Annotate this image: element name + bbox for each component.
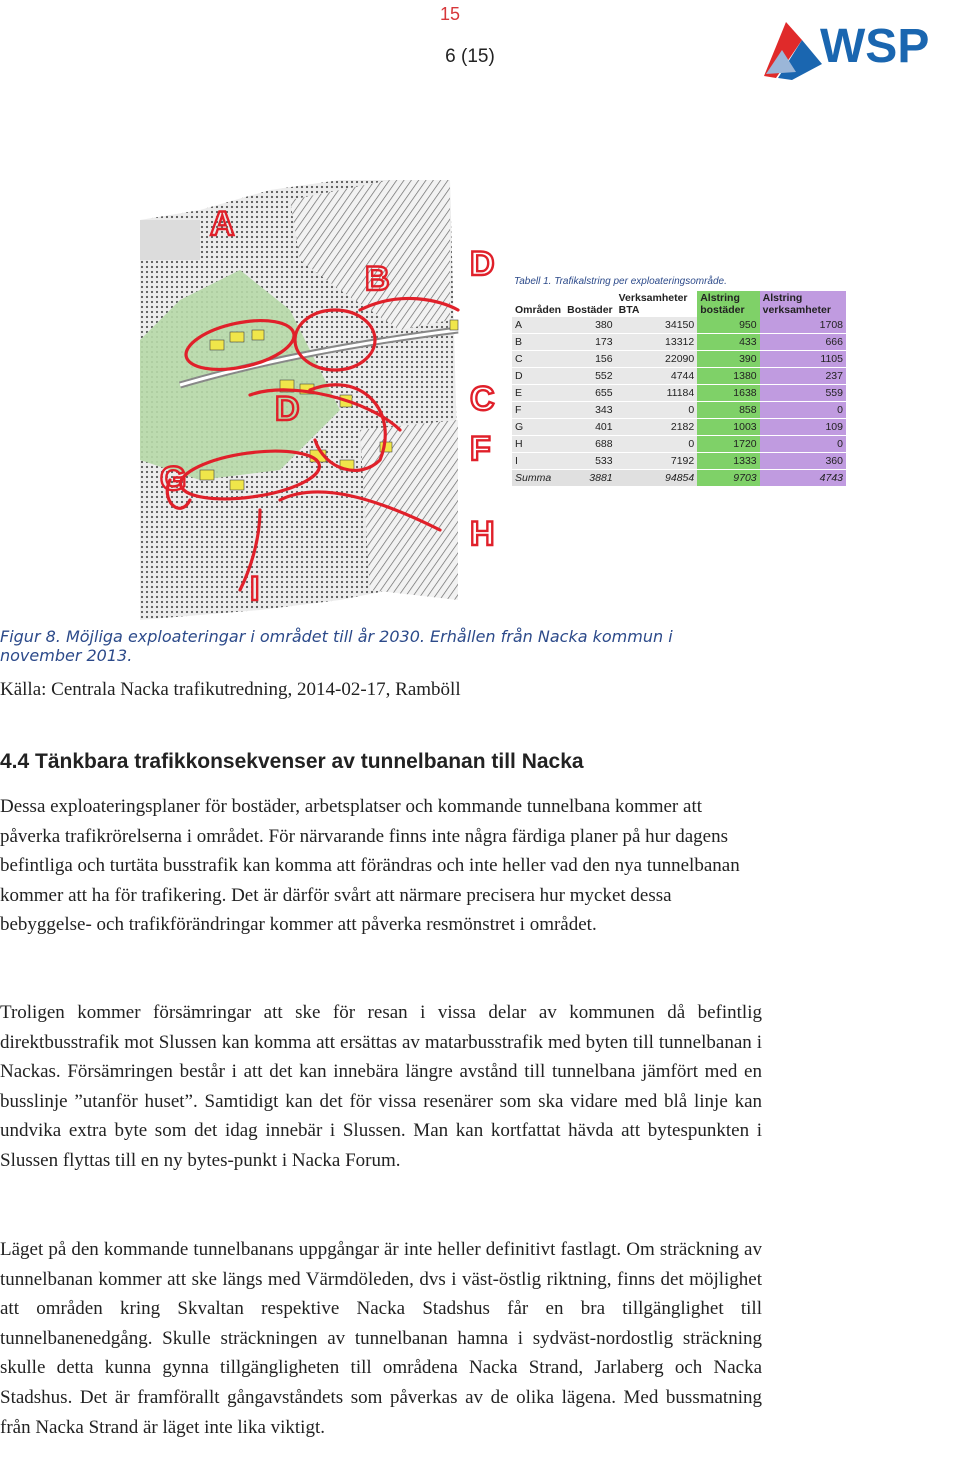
table-cell: 552 (564, 368, 616, 385)
table-cell: 401 (564, 419, 616, 436)
wsp-logo (762, 12, 958, 80)
paragraph-2: Troligen kommer försämringar att ske för resan i vissa delar av kommunen då befintlig direktbusstrafik mot Slussen kan komma att ersättas av matarbusstrafik med byten till tunnelbanan i Nackas. Försämringen består i att det kan innebära längre avstånd till tunnelbana jämfört med en busslinje ”utanför huset”. Samtidigt kan det för vissa resenärer som ska vidare med blå linje kan undvika extra byte som det idag innebär i Slussen. Man kan kortfattat hävda att bytespunkten i Slussen flyttas till en ny bytes-punkt i Nacka Forum. (0, 1002, 762, 1171)
paragraph-1: Dessa exploateringsplaner för bostäder, arbetsplatser och kommande tunnelbana kommer att påverka trafikrörelserna i området. För närvarande finns inte några färdiga planer på hur dagens befintliga och turtäta busstrafik kan komma att förändras och inte heller vad den nya tunnelbanan kommer att ha för trafikering. Det är därför svårt att närmare precisera hur mycket dessa bebyggelse- och trafikförändringar kommer att påverka resmönstret i området. (0, 796, 740, 936)
table-cell: 109 (760, 419, 846, 436)
table-row (512, 317, 846, 334)
table-cell: 1708 (760, 317, 846, 334)
table-row (512, 419, 846, 436)
table-cell: 0 (760, 436, 846, 453)
table-cell: 1105 (760, 351, 846, 368)
table-cell: 666 (760, 334, 846, 351)
table-cell: A (512, 317, 564, 334)
table-cell: C (512, 351, 564, 368)
table-row (512, 368, 846, 385)
exploitation-map (140, 180, 495, 620)
table-cell: 22090 (616, 351, 698, 368)
table-sum-cell: 3881 (564, 470, 616, 487)
source-line: Källa: Centrala Nacka trafikutredning, 2014-02-17, Ramböll (0, 679, 461, 700)
map-label-b: B (365, 260, 390, 298)
map-label-d: D (275, 390, 300, 428)
table-cell: 533 (564, 453, 616, 470)
table-cell: H (512, 436, 564, 453)
map-label-d-top: D (470, 245, 495, 283)
map-label-c: C (470, 380, 495, 418)
table-sum-cell: 9703 (697, 470, 759, 487)
table-cell: D (512, 368, 564, 385)
table-sum-cell: 4743 (760, 470, 846, 487)
table-cell: 173 (564, 334, 616, 351)
table-cell: G (512, 419, 564, 436)
table-cell: B (512, 334, 564, 351)
table-cell: 390 (697, 351, 759, 368)
table-cell: 1638 (697, 385, 759, 402)
table-cell: 1720 (697, 436, 759, 453)
table-cell: 156 (564, 351, 616, 368)
table-caption: Tabell 1. Trafikalstring per exploateringsområde. (514, 276, 727, 287)
table-cell: 1333 (697, 453, 759, 470)
table-cell: 559 (760, 385, 846, 402)
col-omraden: Områden (512, 291, 564, 317)
table-cell: 0 (616, 436, 698, 453)
table-sum-row (512, 470, 846, 487)
table-cell: 0 (616, 402, 698, 419)
page-count: 6 (15) (445, 46, 495, 67)
map-label-a: A (210, 205, 235, 243)
table-cell: E (512, 385, 564, 402)
map-label-f: F (470, 430, 491, 468)
page-number-red: 15 (439, 4, 461, 24)
traffic-generation-table (512, 276, 848, 487)
table-sum-cell: 94854 (616, 470, 698, 487)
table-cell: 858 (697, 402, 759, 419)
table-row (512, 351, 846, 368)
table-cell: 2182 (616, 419, 698, 436)
col-bostader: Bostäder (564, 291, 616, 317)
table-cell: 380 (564, 317, 616, 334)
table-cell: 343 (564, 402, 616, 419)
table-cell: 1003 (697, 419, 759, 436)
map-label-i: I (250, 570, 260, 608)
table-cell: 237 (760, 368, 846, 385)
table-cell: 13312 (616, 334, 698, 351)
table-cell: 950 (697, 317, 759, 334)
table-cell: 688 (564, 436, 616, 453)
figure-caption: Figur 8. Möjliga exploateringar i området till år 2030. Erhållen från Nacka kommun i november 2013. (0, 627, 673, 665)
col-verksamheter-bta: Verksamheter BTA (616, 291, 698, 317)
table-header-row (512, 291, 846, 317)
logo-text: WSP (820, 20, 930, 73)
table-row (512, 436, 846, 453)
table-cell: 7192 (616, 453, 698, 470)
table-row (512, 453, 846, 470)
col-alstring-verksamheter: Alstring verksamheter (760, 291, 846, 317)
map-label-g: G (160, 460, 187, 498)
logo-mark-icon (764, 22, 822, 80)
table-cell: F (512, 402, 564, 419)
table-cell: 1380 (697, 368, 759, 385)
col-alstring-bostader: Alstring bostäder (697, 291, 759, 317)
table-cell: 360 (760, 453, 846, 470)
table-row (512, 334, 846, 351)
table-cell: 4744 (616, 368, 698, 385)
table-cell: 433 (697, 334, 759, 351)
table-row (512, 385, 846, 402)
table-row (512, 402, 846, 419)
table-cell: I (512, 453, 564, 470)
table-cell: 655 (564, 385, 616, 402)
table-cell: 34150 (616, 317, 698, 334)
map-label-h: H (470, 515, 495, 553)
table-cell: 0 (760, 402, 846, 419)
paragraph-3: Läget på den kommande tunnelbanans uppgångar är inte heller definitivt fastlagt. Om sträckning av tunnelbanan kommer att ske längs med Värmdöleden, dvs i väst-östlig riktning, finns det möjlighet att områden kring Skvaltan respektive Nacka Stadshus får en bra tillgänglighet till tunnelbanenedgång. Skulle sträckningen av tunnelbanan hamna i sydväst-nordostlig sträckning skulle detta kunna gynna tillgängligheten till områdena Nacka Strand, Jarlaberg och Nacka Stadshus. Det är framförallt gångavståndets som påverkas av de olika lägena. Med bussmatning från Nacka Strand är läget inte lika viktigt. (0, 1239, 762, 1438)
table-sum-cell: Summa (512, 470, 564, 487)
table-cell: 11184 (616, 385, 698, 402)
section-heading: 4.4 Tänkbara trafikkonsekvenser av tunnelbanan till Nacka (0, 750, 584, 773)
